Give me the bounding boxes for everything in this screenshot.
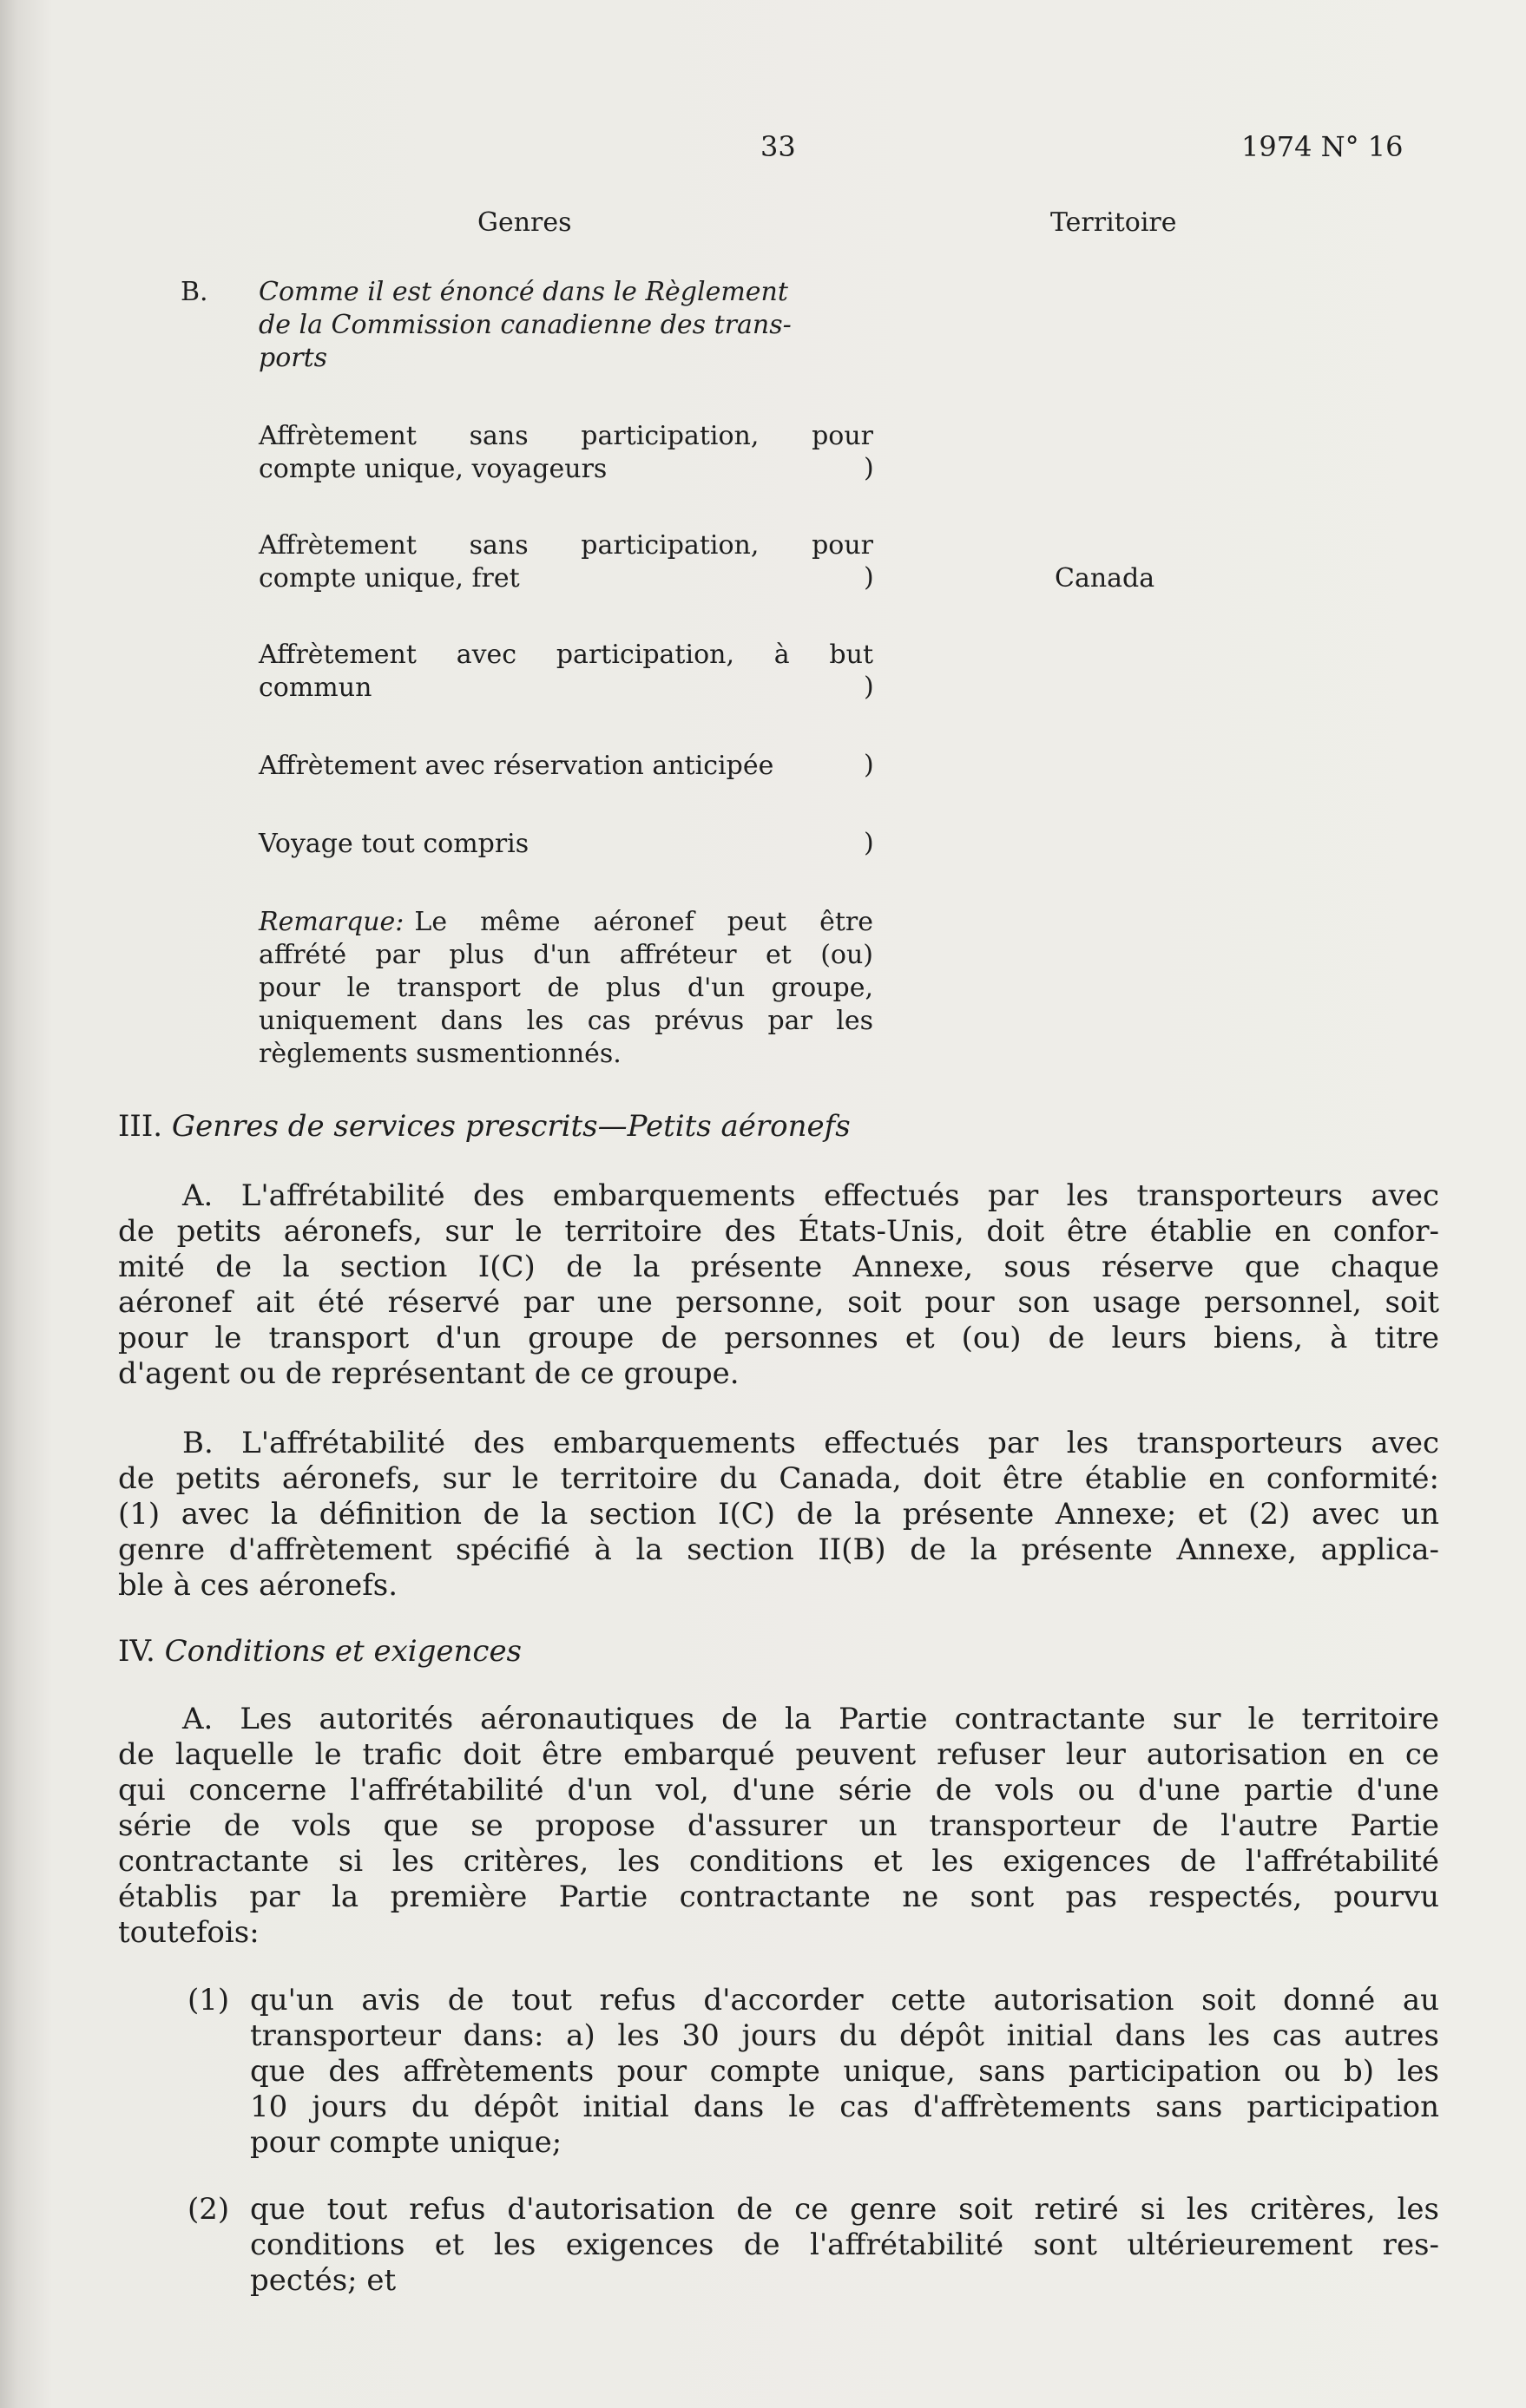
paragraph-line: ble à ces aéronefs.: [118, 1568, 398, 1603]
item-intro-line: de la Commission canadienne des trans-: [259, 310, 792, 340]
remarque-label: Remarque:: [259, 907, 405, 937]
page-number: 33: [760, 130, 796, 163]
genre-entry-line: Voyage tout compris: [259, 829, 529, 859]
list-item-line: pour compte unique;: [250, 2125, 562, 2160]
paragraph-line: de petits aéronefs, sur le territoire du Canada, doit être établie en conformité:: [118, 1461, 1439, 1496]
remarque-line: affrété par plus d'un affréteur et (ou): [259, 940, 873, 970]
paragraph-line: établis par la première Partie contractante ne sont pas respectés, pourvu: [118, 1880, 1439, 1914]
section-number: III.: [118, 1109, 163, 1144]
paragraph-line: B. L'affrétabilité des embarquements effectués par les transporteurs avec: [182, 1426, 1439, 1460]
remarque-line: pour le transport de plus d'un groupe,: [259, 973, 873, 1003]
item-intro-line: ports: [259, 343, 328, 373]
paragraph-line: contractante si les critères, les conditions et les exigences de l'affrétabilité: [118, 1844, 1439, 1879]
remarque-line: Le même aéronef peut être: [414, 907, 873, 937]
genre-entry-line: Affrètement sans participation, pour: [259, 421, 873, 451]
paragraph-line: A. Les autorités aéronautiques de la Partie contractante sur le territoire: [182, 1702, 1439, 1736]
brace-paren: ): [864, 828, 874, 858]
list-item-line: que tout refus d'autorisation de ce genre soit retiré si les critères, les: [250, 2192, 1439, 2227]
genre-entry-line: commun: [259, 673, 372, 703]
section-heading: [118, 1634, 522, 1670]
paragraph-line: A. L'affrétabilité des embarquements effectués par les transporteurs avec: [182, 1178, 1439, 1213]
item-intro-line: Comme il est énoncé dans le Règlement: [259, 277, 788, 307]
list-item-line: conditions et les exigences de l'affrétabilité sont ultérieurement res-: [250, 2228, 1439, 2262]
section-number: IV.: [118, 1634, 155, 1669]
genre-entry-line: Affrètement avec participation, à but: [259, 640, 873, 670]
genre-entry-line: Affrètement avec réservation anticipée: [259, 751, 774, 781]
list-item-line: transporteur dans: a) les 30 jours du dépôt initial dans les cas autres: [250, 2018, 1439, 2053]
list-item-line: que des affrètements pour compte unique, sans participation ou b) les: [250, 2054, 1439, 2089]
paragraph-line: genre d'affrètement spécifié à la section II(B) de la présente Annexe, applica-: [118, 1532, 1439, 1567]
paragraph-line: (1) avec la définition de la section I(C) de la présente Annexe; et (2) avec un: [118, 1497, 1439, 1532]
list-item-line: qu'un avis de tout refus d'accorder cette autorisation soit donné au: [250, 1983, 1439, 2018]
column-header-genres: Genres: [477, 207, 572, 238]
paragraph-line: qui concerne l'affrétabilité d'un vol, d'une série de vols ou d'une partie d'une: [118, 1773, 1439, 1808]
list-item-number: (1): [187, 1983, 230, 2018]
remarque-line: uniquement dans les cas prévus par les: [259, 1006, 873, 1036]
column-header-territoire: Territoire: [1050, 207, 1177, 238]
brace-paren: ): [864, 453, 874, 483]
territoire-value: Canada: [1055, 563, 1155, 594]
remarque-line: règlements susmentionnés.: [259, 1039, 622, 1069]
list-item-line: pectés; et: [250, 2263, 397, 2298]
list-item-line: 10 jours du dépôt initial dans le cas d'affrètements sans participation: [250, 2090, 1439, 2124]
list-item-number: (2): [187, 2192, 230, 2227]
paragraph-line: série de vols que se propose d'assurer un transporteur de l'autre Partie: [118, 1808, 1439, 1843]
section-title: Genres de services prescrits—Petits aéronefs: [171, 1109, 851, 1144]
paragraph-line: aéronef ait été réservé par une personne, soit pour son usage personnel, soit: [118, 1285, 1439, 1320]
section-heading: [118, 1109, 851, 1145]
genre-entry-line: compte unique, voyageurs: [259, 454, 608, 484]
paragraph-line: toutefois:: [118, 1915, 260, 1950]
paragraph-line: d'agent ou de représentant de ce groupe.: [118, 1356, 740, 1391]
paragraph-line: de petits aéronefs, sur le territoire des États-Unis, doit être établie en confor-: [118, 1214, 1439, 1249]
paragraph-line: de laquelle le trafic doit être embarqué peuvent refuser leur autorisation en ce: [118, 1737, 1439, 1772]
brace-paren: ): [864, 750, 874, 780]
brace-paren: ): [864, 562, 874, 593]
year-number: 1974 N° 16: [1241, 130, 1404, 163]
paragraph-line: pour le transport d'un groupe de personnes et (ou) de leurs biens, à titre: [118, 1321, 1439, 1355]
section-title: Conditions et exigences: [164, 1634, 523, 1669]
genre-entry-line: compte unique, fret: [259, 563, 520, 594]
remarque-first-line: [259, 906, 873, 939]
brace-paren: ): [864, 672, 874, 702]
item-letter: B.: [181, 277, 208, 307]
paragraph-line: mité de la section I(C) de la présente Annexe, sous réserve que chaque: [118, 1250, 1439, 1284]
genre-entry-line: Affrètement sans participation, pour: [259, 530, 873, 561]
